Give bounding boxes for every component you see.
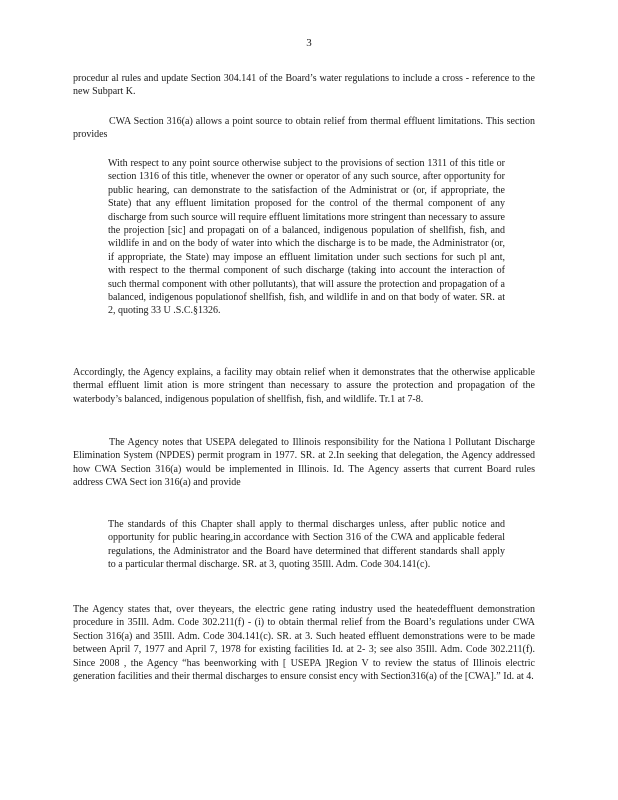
paragraph-heated-effluent: The Agency states that, over theyears, the electric gene rating industry used the heatedeffluent demonstration procedure in 35Ill. Adm. Code 302.211(f) - (i) to obtain thermal relief from the Board’s regulations under CWA Section 316(a) and 35Ill. Adm. Code 304.141(c). SR. at 3. Such heated effluent demonstrations were to be made between April 7, 1977 and April 7, 1978 for existing facilities Id. at 2- 3; see also 35Ill. Adm. Code 302.211(f). Since 2008 , the Agency “has beenworking with [ USEPA ]Region V to review the status of Illinois electric generation facilities and their thermal discharges to ensure consist ency with Section316(a) of the [CWA].” Id. at 4. xyxy=(73,604,535,683)
quote-33-usc-1326: With respect to any point source otherwise subject to the provisions of section 1311 of this title or section 1316 of this title, whenever the owner or operator of any such source, after opportunity for public hearing, can demonstrate to the satisfaction of the Administrat or (or, if appropriate, the State) that any effluent limitation proposed for the control of the thermal component of any discharge from such source will require effluent limitations more stringent than necessary to assure the projection [sic] and propagati on of a balanced, indigenous population of shellfish, fish, and wildlife in and on the body of water into which the discharge is to be made, the Administrator (or, if appropriate, the State) may impose an effluent limitation under such sections for such pl ant, with respect to the thermal component of such discharge (taking into account the interaction of such thermal component with other pollutants), that will assure the protection and propagation of a balanced, indigenous populationof shellfish, fish, and wildlife in and on that body of water. SR. at 2, quoting 33 U .S.C.§1326. xyxy=(108,158,505,317)
paragraph-usepa-delegation: The Agency notes that USEPA delegated to Illinois responsibility for the Nationa l Pollutant Discharge Elimination System (NPDES) permit program in 1977. SR. at 2.In seeking that delegation, the Agency addressed how CWA Section 316(a) would be implemented in Illinois. Id. The Agency asserts that current Board rules address CWA Sect ion 316(a) and provide xyxy=(73,437,535,489)
paragraph-cwa-316a: CWA Section 316(a) allows a point source to obtain relief from thermal effluent limitations. This section provides xyxy=(73,116,535,141)
page-number: 3 xyxy=(306,37,312,49)
paragraph-accordingly: Accordingly, the Agency explains, a facility may obtain relief when it demonstrates that the otherwise applicable thermal effluent limit ation is more stringent than necessary to assure the protection and propagation of the waterbody’s balanced, indigenous population of shellfish, fish, and wildlife. Tr.1 at 7-8. xyxy=(73,367,535,405)
quote-304-141c: The standards of this Chapter shall apply to thermal discharges unless, after public notice and opportunity for public hearing,in accordance with Section 316 of the CWA and applicable federal regulations, the Administrator and the Board have determined that different standards shall apply to a particular thermal discharge. SR. at 3, quoting 35Ill. Adm. Code 304.141(c). xyxy=(108,519,505,571)
paragraph-subpart-k: procedur al rules and update Section 304.141 of the Board’s water regulations to include a cross - reference to the new Subpart K. xyxy=(73,73,535,98)
